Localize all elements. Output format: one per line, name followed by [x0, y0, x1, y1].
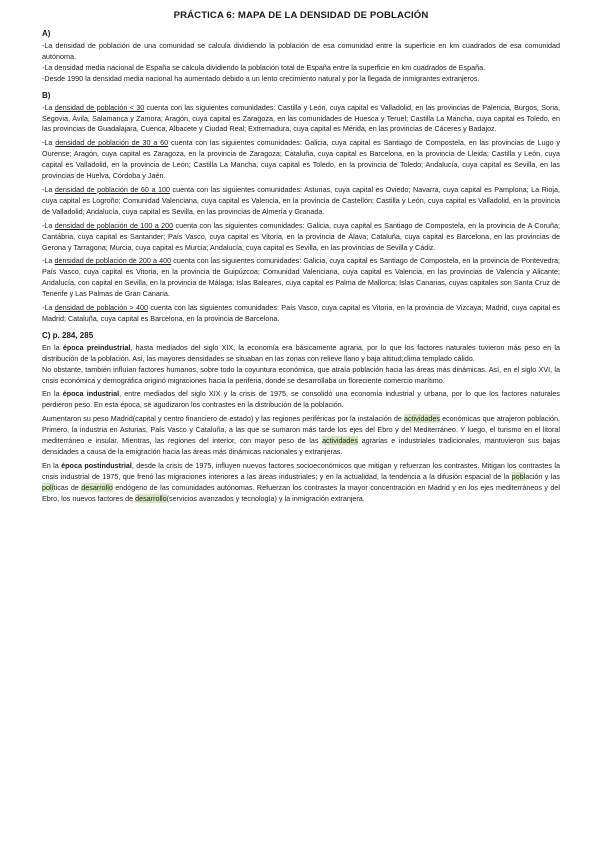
text-run: , desde la crisis de 1975, influyen nuevos factores socioeconómicos que mitigan y refuerzan los contrastes. Mitigan los contrastes la crisis industrial de 1975, que frenó las migraciones interiores a las áreas industriales; y en la actualidad, la tendencia a la difusión espacial de la	[42, 460, 560, 481]
item-text: cuenta con las siguientes comunidades: País Vasco, cuya capital es Vitoria, en la provincia de Vizcaya; Madrid, cuya capital es Madrid; Cataluña, cuya capital es Barcelona, en la provincia de Barcelona.	[42, 303, 560, 323]
section-b-item	[42, 303, 560, 325]
item-prefix: -La	[42, 138, 56, 148]
item-prefix: -La	[42, 184, 55, 194]
section-b-item	[42, 256, 560, 300]
text-run: , hasta mediados del siglo XIX, la economía era básicamente agraria, por lo que los factores naturales tuvieron más peso en la distribución de la población. Así, las mayores densidades se situaban en las zonas con relieve llano y baja altitud;clima templado cálido.	[42, 342, 560, 363]
highlighted-word: actividades	[322, 436, 359, 446]
highlighted-word: polí	[42, 482, 54, 492]
section-a-heading: A)	[42, 29, 51, 38]
section-c-paragraph	[42, 414, 560, 458]
text-run: En la	[42, 460, 62, 470]
document-page	[42, 10, 560, 505]
section-c-heading: C) p. 284, 285	[42, 330, 94, 340]
section-c-paragraph	[42, 461, 560, 505]
item-text: cuenta con las siguientes comunidades: Castilla y León, cuya capital es Valladolid, en las provincias de Palencia, Burgos, Soria, Segovia, Ávila, Salamanca y Zamora; Aragón, cuya capital es Zaragoza, en las comunidades de Huesca y Teruel; Castilla La Mancha, cuya capital es Toledo, en las provincias de Guadalajara, Cuenca, Albacete y Ciudad Real; Extremadura, cuya capital es Mérida, en las provincias de Cáceres y Badajoz.	[42, 102, 561, 134]
item-prefix: -La	[42, 220, 55, 230]
section-b-item	[42, 138, 560, 182]
item-text: cuenta con las siguientes comunidades: Galicia, cuya capital es Santiago de Compostela, en la provincia de A Coruña; Cantábria, cuya capital es Santander; País Vasco, cuya capital es Vitoria, en la provincia de Álava; Cataluña, cuya capital es Barcelona, en las provincias de Gerona y Tarragona; Murcia, cuya capital es Murcia; Andalucía, cuya capital es Sevilla, en las provincias de Sevilla y Cádiz.	[42, 220, 560, 252]
section-b-item	[42, 221, 560, 254]
text-run: económicas que atrajeron población. Primero, la industria en Asturias, País Vasco y Cataluña, a las que se sumaron más tarde los ejes del Ebro y del Mediterráneo. Y luego, el turismo en el litoral mediterráneo e insular. Mientras, las regiones del interior, con mayor peso de las	[42, 414, 560, 446]
item-text: cuenta con las siguientes comunidades: Galicia, cuya capital es Santiago de Compostela, en las provincias de Lugo y Ourense; Aragón, cuya capital es Zaragoza, en la provincia de Zaragoza; Cataluña, cuya capital es Barcelona, en la provincia de Lleida; Castilla y León, cuya capital es Valladolid, en la provincia de León; Castilla La Mancha, cuya capital es Toledo, en la provincia de Toledo; Andalucía, cuya capital es Sevilla, en las provincias de Huelva, Córdoba y Jaén.	[42, 138, 561, 181]
highlighted-word: actividades	[403, 414, 440, 424]
era-term: época postindustrial	[61, 460, 132, 470]
section-b-item	[42, 185, 560, 218]
text-run: En la	[42, 342, 63, 352]
density-range-label: densidad de población < 30	[54, 102, 145, 112]
text-run: En la	[42, 389, 63, 399]
density-range-label: densidad de población > 400	[54, 303, 149, 313]
page-title: PRÁCTICA 6: MAPA DE LA DENSIDAD DE POBLACIÓN	[173, 10, 429, 21]
highlighted-word: pobl	[511, 471, 526, 481]
era-term: época industrial	[62, 389, 120, 399]
section-a-item: -Desde 1990 la densidad media nacional ha aumentado debido a un lento crecimiento natural y por la llegada de inmigrantes extranjeros.	[42, 73, 480, 83]
text-run: ticas de	[53, 482, 82, 492]
item-prefix: -La	[42, 256, 55, 266]
item-prefix: -La	[42, 102, 55, 112]
section-c-paragraph: No obstante, también influían factores humanos, sobre todo la coyuntura económica, que atraía población hacia las áreas más dinámicas. Así, en el siglo XVI, la crisis económica y demográfica originó migraciones hacia la periferia, donde se desarrollaba un floreciente comercio marítimo.	[42, 364, 560, 385]
text-run: agrarias e industriales tradicionales, mantuvieron sus bajas densidades a causa de la emigración hacia las áreas más dinámicas nacionales y extranjeras.	[42, 436, 560, 456]
item-prefix: -La	[42, 303, 55, 313]
density-range-label: densidad de población de 30 a 60	[55, 138, 169, 148]
section-c-paragraph	[42, 343, 560, 365]
section-a-item: -La densidad media nacional de España se calcula dividiendo la población total de España entre la superficie en km cuadrados de España.	[42, 62, 486, 72]
era-term: época preindustrial	[62, 342, 131, 352]
text-run: , entre mediados del siglo XIX y la crisis de 1975, se consolidó una economía industrial y urbana, por lo que los factores naturales perdieron peso. En esta época, se agudizaron los contrastes en la distribución de la población.	[42, 389, 560, 410]
density-range-label: densidad de población de 100 a 200	[54, 220, 174, 230]
highlighted-word: desarrollo	[135, 493, 167, 503]
text-run: Aumentaron su peso Madrid(capital y centro financiero de estado) y las regiones periféricas por la instalación de	[42, 414, 404, 424]
text-run: ación y las	[525, 471, 560, 481]
section-c-paragraph	[42, 389, 560, 411]
section-b-item	[42, 103, 560, 136]
density-range-label: densidad de población de 200 a 400	[54, 256, 172, 266]
text-run: (servicios avanzados y tecnología) y la inmigración extranjera.	[166, 493, 365, 503]
item-text: cuenta con las siguientes comunidades: Asturias, cuya capital es Oviedo; Navarra, cuya capital es Pamplona; La Rioja, cuya capital es Logroño; Comunidad Valenciana, cuya capital es Valencia, en la provincia de Castellón; Castilla y León, cuya capital es Valladolid, en la provincia de Valladolid; Andalucía, cuya capital es Sevilla, en las provincias de Almería y Granada.	[42, 184, 561, 216]
highlighted-word: desarrollo	[81, 482, 113, 492]
text-run: endógeno de las comunidades autónomas. Refuerzan los contrastes la mayor concentración en Madrid y en los ejes mediterráneos y del Ebro, los nuevos factores de	[42, 482, 560, 503]
density-range-label: densidad de población de 60 a 100	[54, 184, 170, 194]
section-b-heading: B)	[42, 90, 51, 100]
section-a-item: -La densidad de población de una comunidad se calcula dividiendo la población de esa comunidad entre la superficie en km cuadrados de esa comunidad autónoma.	[42, 41, 560, 61]
item-text: cuenta con las siguientes comunidades: Galicia, cuya capital es Santiago de Compostela, en la provincia de Pontevedra; País Vasco, cuya capital es Vitoria, en la provincia de Guipúzcoa; Comunidad Valenciana, cuya capital es Valencia, en las provincias de Valencia y Alicante; Andalucía, con capital en Sevilla, en la provincia de Málaga; Islas Baleares, cuya capital es Palma de Mallorca; Islas Canarias, cuyas capitales son Santa Cruz de Tenerife y Las Palmas de Gran Canaria.	[42, 256, 560, 299]
